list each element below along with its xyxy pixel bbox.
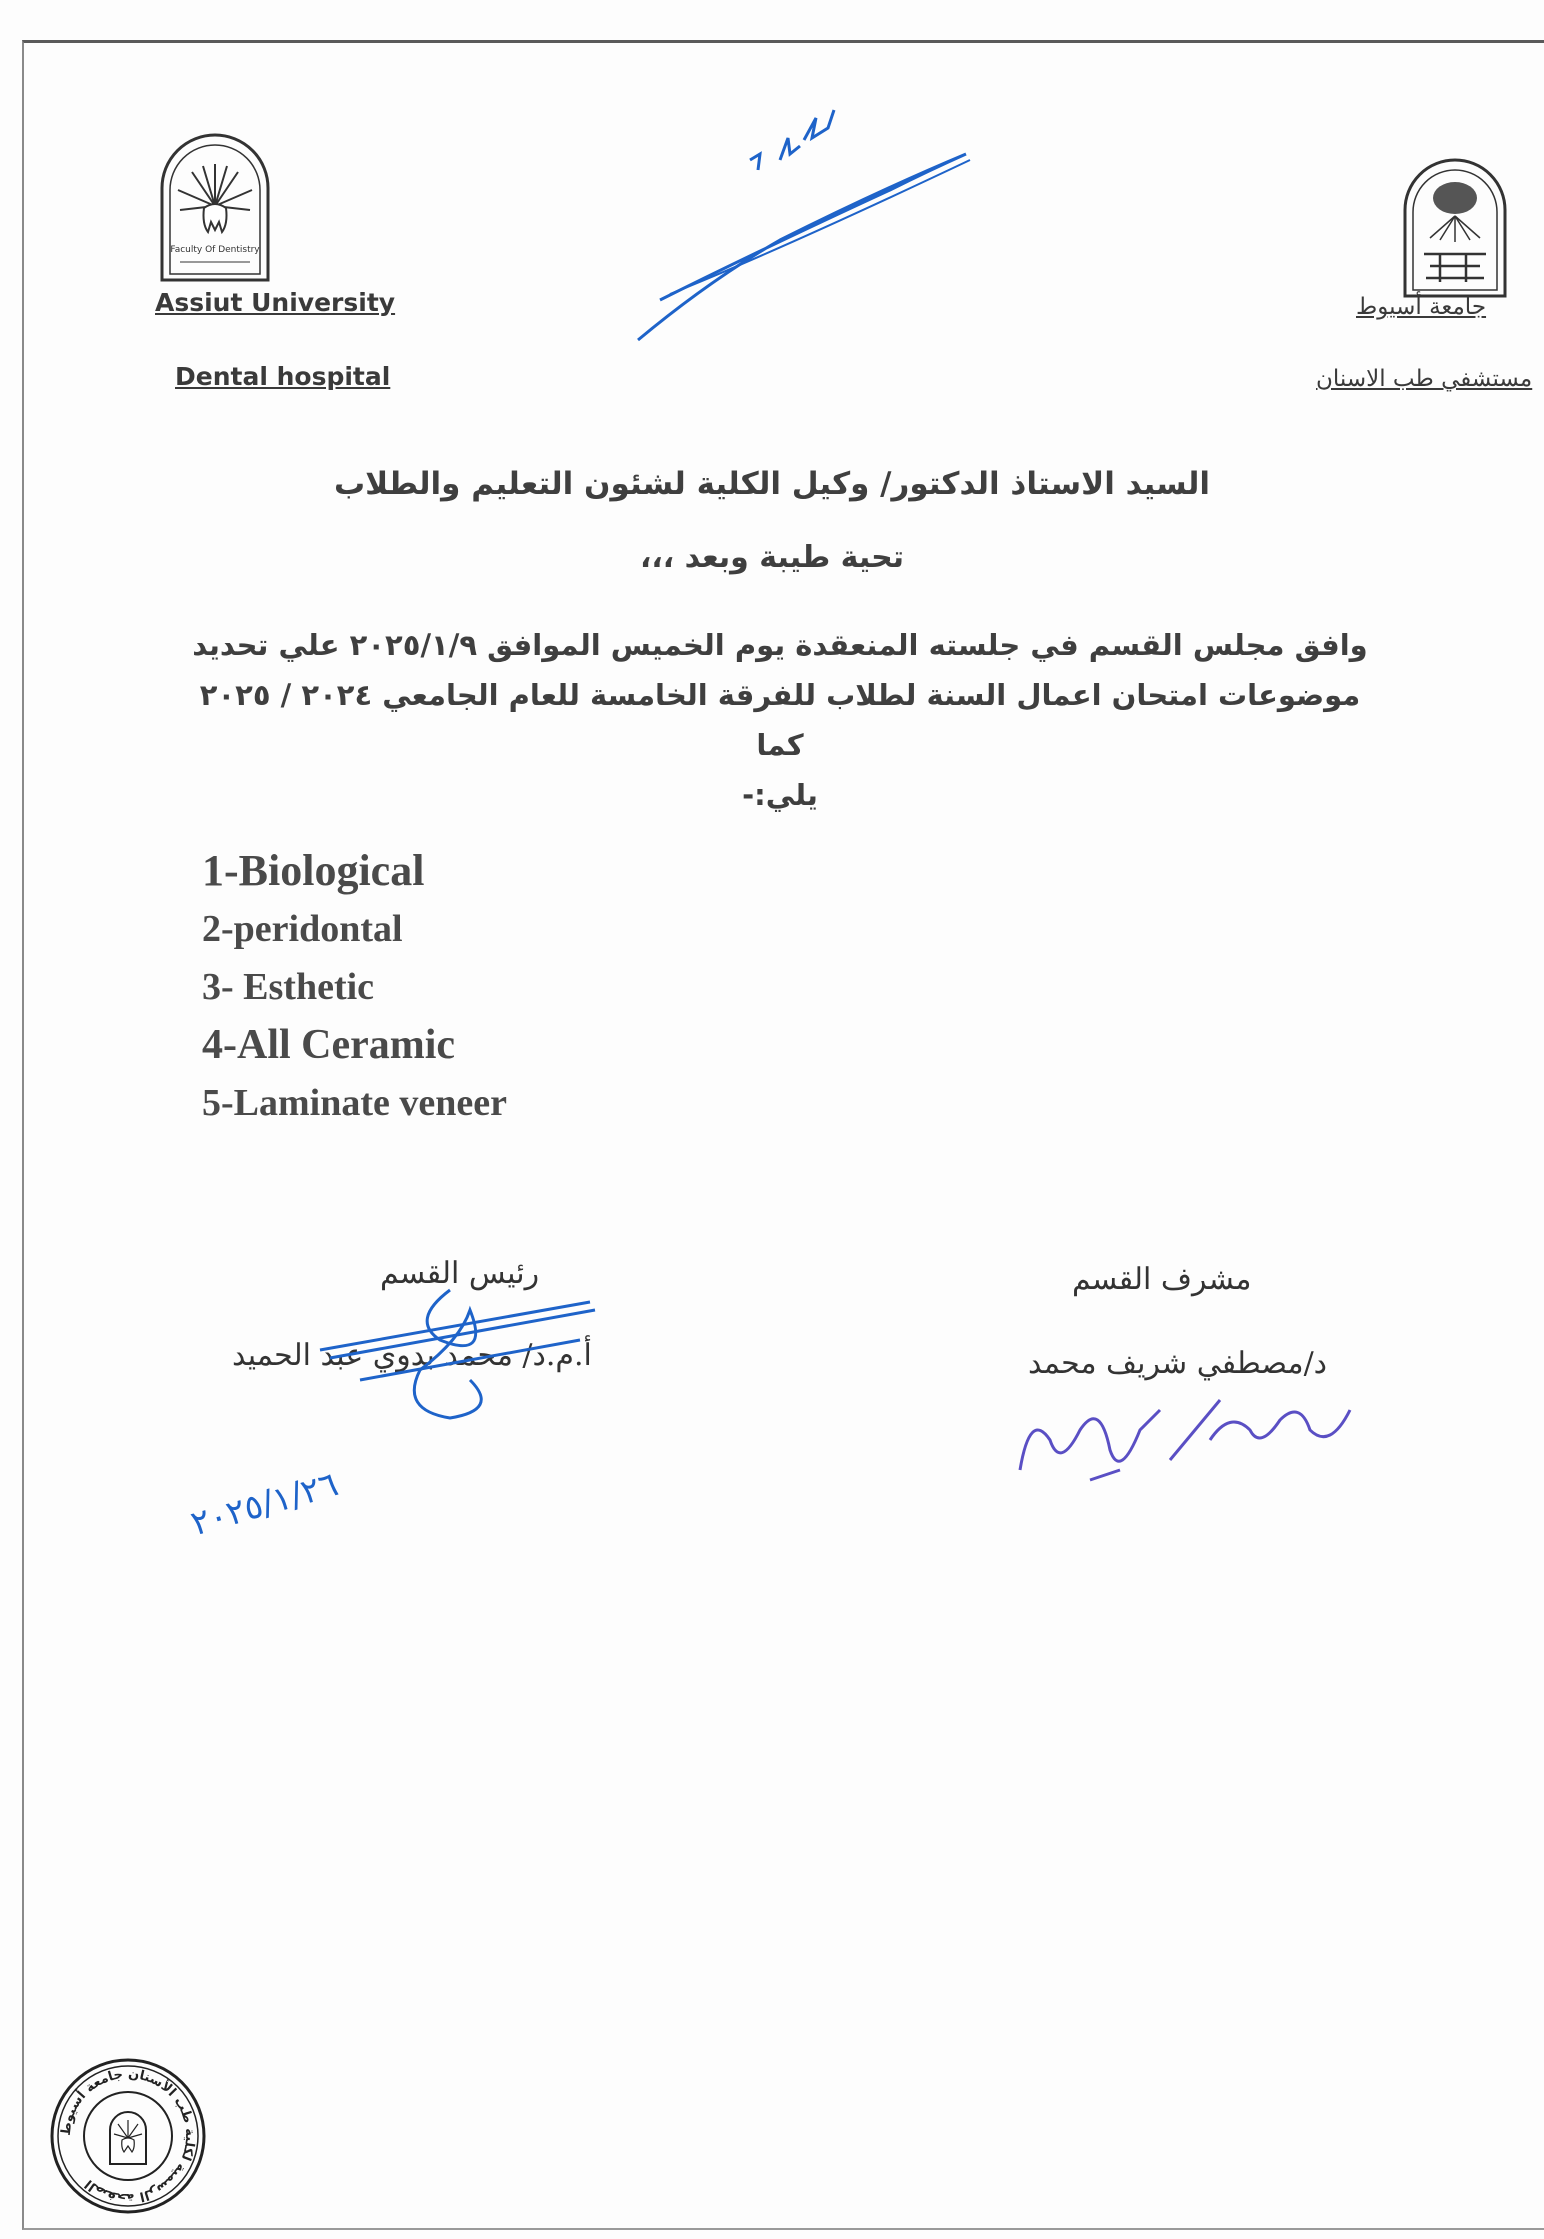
letter-body-line: يلي:- xyxy=(742,778,818,812)
list-item: 3- Esthetic xyxy=(202,966,375,1008)
handwritten-date xyxy=(186,1384,600,1545)
list-item: 1-Biological xyxy=(202,846,425,895)
topics-list xyxy=(202,842,507,1132)
list-item: 5-Laminate veneer xyxy=(202,1082,507,1124)
letter-body-line: وافق مجلس القسم في جلسته المنعقدة يوم الخميس الموافق ٢٠٢٥/١/٩ علي تحديد xyxy=(192,628,1368,662)
letter-body xyxy=(190,620,1370,820)
department-supervisor-title: مشرف القسم xyxy=(1072,1262,1252,1297)
list-item: 4-All Ceramic xyxy=(202,1022,456,1068)
official-seal-icon xyxy=(48,2056,208,2216)
list-item: 2-peridontal xyxy=(202,908,403,950)
assiut-university-logo-icon xyxy=(1400,158,1510,298)
hospital-name-ar: مستشفي طب الاسنان xyxy=(1316,366,1533,392)
official-seal-text: الصفحة الرسمية لكلية طب الأسنان جامعة أسيوط xyxy=(58,2066,198,2206)
hospital-name-en: Dental hospital xyxy=(175,362,391,391)
handwritten-date-text: ٢٠٢٥/١/٢٦ xyxy=(186,1464,343,1545)
letter-body-line: موضوعات امتحان اعمال السنة لطلاب للفرقة الخامسة للعام الجامعي ٢٠٢٤ / ٢٠٢٥ كما xyxy=(199,678,1361,762)
department-supervisor-signature-icon xyxy=(1010,1370,1360,1500)
letter-addressee: السيد الاستاذ الدكتور/ وكيل الكلية لشئون التعليم والطلاب xyxy=(334,466,1210,502)
department-head-name: أ.م.د/ محمد بدوي عبد الحميد xyxy=(232,1338,592,1373)
university-name-ar: جامعة أسيوط xyxy=(1356,294,1487,320)
university-name-en: Assiut University xyxy=(155,288,396,317)
dean-signature-icon xyxy=(630,90,1010,350)
department-supervisor-name: د/مصطفي شريف محمد xyxy=(1028,1346,1328,1381)
department-head-title: رئيس القسم xyxy=(380,1256,540,1291)
letter-greeting: تحية طيبة وبعد ،،، xyxy=(640,540,904,575)
faculty-logo-caption: Faculty Of Dentistry xyxy=(170,245,260,255)
faculty-of-dentistry-logo-icon xyxy=(156,134,274,282)
